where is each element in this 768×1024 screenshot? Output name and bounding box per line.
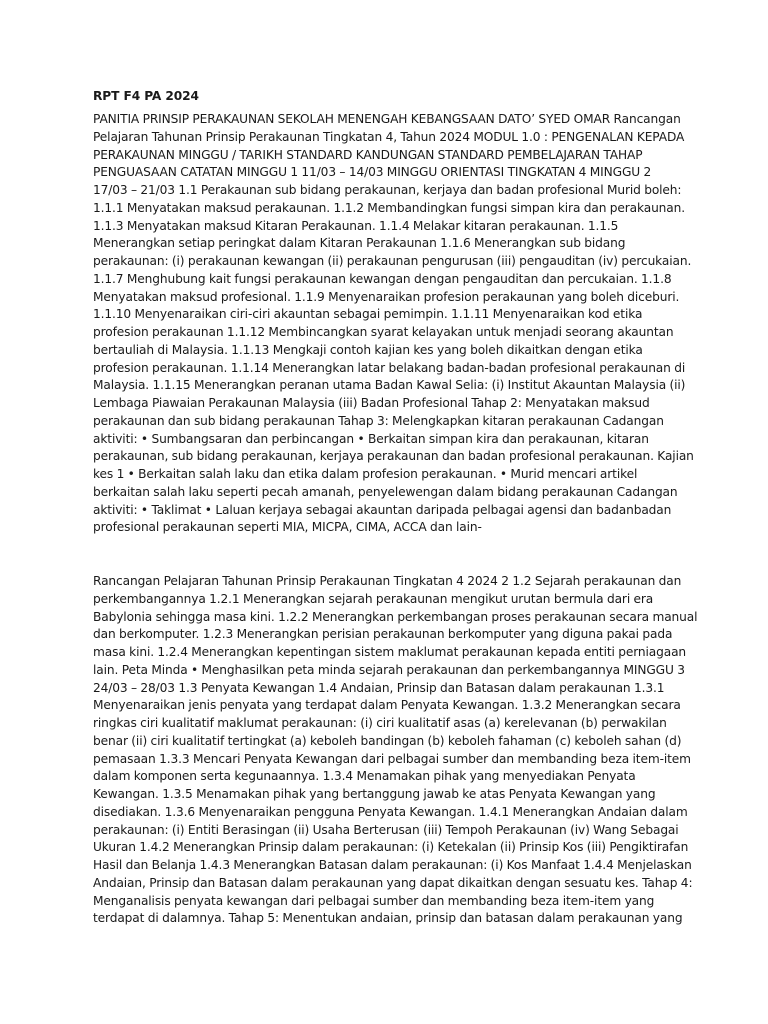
text-line: perakaunan, sub bidang perakaunan, kerjaya perakaunan dan badan profesional perakaunan. Kajian xyxy=(93,449,694,464)
text-line: Rancangan Pelajaran Tahunan Prinsip Perakaunan Tingkatan 4 2024 2 1.2 Sejarah perakaunan dan xyxy=(93,574,682,588)
text-line: berkaitan salah laku seperti pecah amanah, penyelewengan dalam bidang perakaunan Cadangan xyxy=(93,484,678,499)
text-line: profesion perakaunan 1.1.12 Membincangkan syarat kelayakan untuk menjadi seorang akauntan xyxy=(93,325,674,339)
text-line: masa kini. 1.2.4 Menerangkan kepentingan sistem maklumat perakaunan kepada entiti perniagaan xyxy=(93,645,687,659)
text-line: Pelajaran Tahunan Prinsip Perakaunan Tingkatan 4, Tahun 2024 MODUL 1.0 : PENGENALAN KEPADA xyxy=(93,129,685,144)
text-line: Babylonia sehingga masa kini. 1.2.2 Menerangkan perkembangan proses perakaunan secara manual xyxy=(93,609,698,624)
text-line: Kewangan. 1.3.5 Menamakan pihak yang bertanggung jawab ke atas Penyata Kewangan yang xyxy=(93,787,656,801)
text-line: profesion perakaunan. 1.1.14 Menerangkan latar belakang badan-badan profesional perakaunan di xyxy=(93,360,686,375)
text-line: 24/03 – 28/03 1.3 Penyata Kewangan 1.4 Andaian, Prinsip dan Batasan dalam perakaunan 1.3.1 xyxy=(93,680,665,695)
text-line: 1.1.1 Menyatakan maksud perakaunan. 1.1.2 Membandingkan fungsi simpan kira dan perakaunan. xyxy=(93,200,685,215)
text-line: Menyatakan maksud profesional. 1.1.9 Menyenaraikan profesion perakaunan yang boleh diceburi. xyxy=(93,289,680,304)
text-line: perkembangannya 1.2.1 Menerangkan sejarah perakaunan mengikut urutan bermula dari era xyxy=(93,591,654,606)
text-line: disediakan. 1.3.6 Menyenaraikan pengguna Penyata Kewangan. 1.4.1 Menerangkan Andaian dalam xyxy=(93,804,688,819)
text-line: lain. Peta Minda • Menghasilkan peta minda sejarah perakaunan dan perkembangannya MINGGU 3 xyxy=(93,662,685,677)
text-line: Lembaga Piawaian Perakaunan Malaysia (iii) Badan Profesional Tahap 2: Menyatakan maksud xyxy=(93,396,650,410)
text-line: PENGUASAAN CATATAN MINGGU 1 11/03 – 14/03 MINGGU ORIENTASI TINGKATAN 4 MINGGU 2 xyxy=(93,165,652,180)
document-paragraph xyxy=(93,573,698,928)
text-line: bertauliah di Malaysia. 1.1.13 Mengkaji contoh kajian kes yang boleh dikaitkan dengan etika xyxy=(93,342,643,357)
text-line: 17/03 – 21/03 1.1 Perakaunan sub bidang perakaunan, kerjaya dan badan profesional Murid boleh: xyxy=(93,183,682,197)
text-line: Menyenaraikan jenis penyata yang terdapat dalam Penyata Kewangan. 1.3.2 Menerangkan secara xyxy=(93,698,681,713)
text-line: 1.1.3 Menyatakan maksud Kitaran Perakaunan. 1.1.4 Melakar kitaran perakaunan. 1.1.5 xyxy=(93,218,619,233)
text-line: Hasil dan Belanja 1.4.3 Menerangkan Batasan dalam perakaunan: (i) Kos Manfaat 1.4.4 Menjelaskan xyxy=(93,858,692,872)
text-line: Menganalisis penyata kewangan dari pelbagai sumber dan membanding beza item-item yang xyxy=(93,893,655,908)
text-line: kes 1 • Berkaitan salah laku dan etika dalam profesion perakaunan. • Murid mencari artikel xyxy=(93,467,638,481)
text-line: Malaysia. 1.1.15 Menerangkan peranan utama Badan Kawal Selia: (i) Institut Akauntan Malaysia (ii) xyxy=(93,378,686,393)
text-line: 1.1.7 Menghubung kait fungsi perakaunan kewangan dengan pengauditan dan percukaian. 1.1.8 xyxy=(93,271,672,286)
text-line: PANITIA PRINSIP PERAKAUNAN SEKOLAH MENENGAH KEBANGSAAN DATO’ SYED OMAR Rancangan xyxy=(93,112,681,126)
text-line: pemasaan 1.3.3 Mencari Penyata Kewangan dari pelbagai sumber dan membanding beza item-item xyxy=(93,751,691,766)
text-line: perakaunan dan sub bidang perakaunan Tahap 3: Melengkapkan kitaran perakaunan Cadangan xyxy=(93,413,664,428)
text-line: perakaunan: (i) perakaunan kewangan (ii) perakaunan pengurusan (iii) pengauditan (iv) percukaian. xyxy=(93,254,692,268)
text-line: Andaian, Prinsip dan Batasan dalam perakaunan yang dapat dikaitkan dengan sesuatu kes. Tahap 4: xyxy=(93,875,693,890)
text-line: terdapat di dalamnya. Tahap 5: Menentukan andaian, prinsip dan batasan dalam perakaunan yang xyxy=(93,911,683,926)
text-line: Ukuran 1.4.2 Menerangkan Prinsip dalam perakaunan: (i) Ketekalan (ii) Prinsip Kos (iii) Pengiktirafan xyxy=(93,840,689,855)
document-paragraph xyxy=(93,111,694,537)
text-line: profesional perakaunan seperti MIA, MICPA, CIMA, ACCA dan lain- xyxy=(93,520,482,535)
text-line: benar (ii) ciri kualitatif tertingkat (a) keboleh bandingan (b) keboleh fahaman (c) keboleh sahan (d) xyxy=(93,733,682,748)
document-title: RPT F4 PA 2024 xyxy=(93,89,199,103)
text-line: aktiviti: • Sumbangsaran dan perbincangan • Berkaitan simpan kira dan perakaunan, kitaran xyxy=(93,431,649,446)
text-line: perakaunan: (i) Entiti Berasingan (ii) Usaha Berterusan (iii) Tempoh Perakaunan (iv) Wang Sebagai xyxy=(93,822,679,837)
text-line: 1.1.10 Menyenaraikan ciri-ciri akauntan sebagai pemimpin. 1.1.11 Menyenaraikan kod etika xyxy=(93,307,643,322)
text-line: aktiviti: • Taklimat • Laluan kerjaya sebagai akauntan daripada pelbagai agensi dan badanbadan xyxy=(93,502,672,517)
text-line: Menerangkan setiap peringkat dalam Kitaran Perakaunan 1.1.6 Menerangkan sub bidang xyxy=(93,236,626,251)
text-line: dalam komponen serta kegunaannya. 1.3.4 Menamakan pihak yang menyediakan Penyata xyxy=(93,769,636,784)
text-line: dan berkomputer. 1.2.3 Menerangkan perisian perakaunan berkomputer yang diguna pakai pada xyxy=(93,627,673,642)
text-line: PERAKAUNAN MINGGU / TARIKH STANDARD KANDUNGAN STANDARD PEMBELAJARAN TAHAP xyxy=(93,147,643,162)
text-line: ringkas ciri kualitatif maklumat perakaunan: (i) ciri kualitatif asas (a) kerelevanan (b) perwakilan xyxy=(93,716,667,730)
